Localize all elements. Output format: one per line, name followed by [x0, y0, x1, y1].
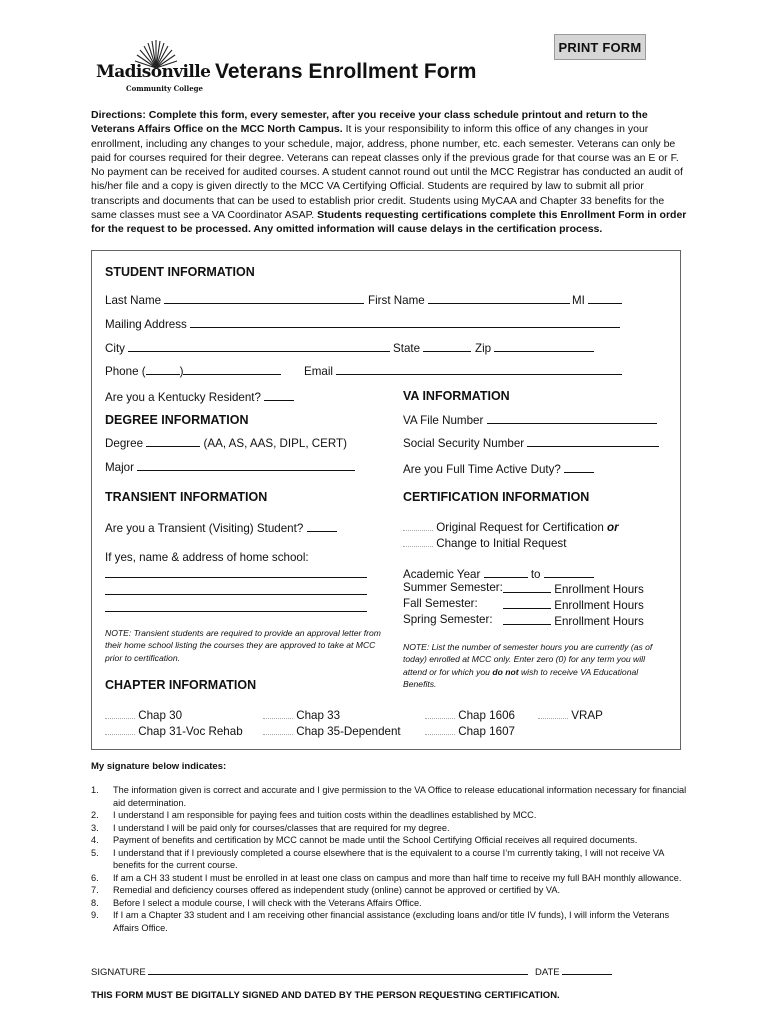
state-label: State	[393, 342, 421, 355]
college-logo	[96, 40, 211, 96]
mi-label: MI	[572, 294, 585, 307]
list-number: 3.	[91, 822, 99, 833]
footer-notice: THIS FORM MUST BE DIGITALLY SIGNED AND DATED BY THE PERSON REQUESTING CERTIFICATION.	[91, 990, 560, 1001]
certification-note-bold: do not	[492, 666, 519, 677]
list-item-text: The information given is correct and accurate and I give permission to the VA Office to release educational information necessary for financial aid determination.	[113, 785, 687, 808]
email-row	[304, 363, 622, 378]
va-file-row	[403, 412, 657, 427]
list-item	[91, 822, 691, 835]
chap-1607-label: Chap 1607	[458, 725, 515, 738]
print-form-button[interactable]: PRINT FORM	[554, 34, 646, 60]
logo-name: Madisonville	[96, 62, 211, 82]
home-school-line-3[interactable]	[105, 600, 367, 612]
fall-hours-label: Enrollment Hours	[554, 599, 644, 612]
academic-year-start-field[interactable]	[484, 566, 528, 578]
list-item	[91, 847, 691, 872]
va-file-number-field[interactable]	[487, 412, 657, 424]
major-field[interactable]	[137, 459, 355, 471]
active-duty-row	[403, 461, 594, 476]
certification-note-a: NOTE: List the number of semester hours you are currently (as of today) enrolled at MCC only. Enter zero (0) for any term you will attend or for which you	[403, 642, 653, 677]
major-label: Major	[105, 461, 134, 474]
summer-hours-label: Enrollment Hours	[554, 583, 644, 596]
list-number: 4.	[91, 835, 99, 845]
transient-info-heading: TRANSIENT INFORMATION	[105, 490, 268, 504]
state-row	[393, 340, 471, 355]
vrap-option[interactable]	[538, 708, 603, 722]
transient-field[interactable]	[307, 520, 337, 532]
academic-year-to: to	[530, 568, 541, 581]
chap-35-checkbox[interactable]	[263, 724, 293, 735]
list-item	[91, 872, 691, 885]
zip-label: Zip	[475, 342, 492, 355]
list-number: 5.	[91, 847, 99, 858]
list-item-text: I understand I am responsible for paying fees and tuition costs within the deadlines established by MCC.	[113, 810, 537, 820]
transient-question-label: Are you a Transient (Visiting) Student?	[105, 522, 304, 535]
logo-subtitle: Community College	[126, 84, 203, 93]
acknowledgement-list	[91, 784, 691, 934]
list-item-text: If I am a Chapter 33 student and I am receiving other financial assistance (excluding loans and/or title IV funds), I will inform the Veterans Affairs Office.	[113, 910, 670, 933]
active-duty-field[interactable]	[564, 461, 594, 473]
form-title: Veterans Enrollment Form	[215, 60, 477, 83]
list-item	[91, 897, 691, 910]
list-item	[91, 834, 691, 847]
phone-area-code-field[interactable]	[146, 363, 180, 375]
date-field[interactable]	[562, 963, 612, 975]
directions-text	[91, 108, 687, 237]
zip-row	[475, 340, 594, 355]
summer-hours-row	[503, 581, 644, 596]
chap-33-label: Chap 33	[296, 709, 341, 722]
list-number: 2.	[91, 810, 99, 820]
chap-1606-checkbox[interactable]	[425, 708, 455, 719]
chapter-info-heading: CHAPTER INFORMATION	[105, 678, 257, 692]
home-school-lines	[105, 566, 367, 612]
list-item	[91, 884, 691, 897]
mailing-row	[105, 316, 620, 331]
academic-year-label: Academic Year	[403, 568, 481, 581]
spring-hours-field[interactable]	[503, 613, 551, 625]
academic-year-end-field[interactable]	[544, 566, 594, 578]
list-item	[91, 784, 691, 809]
fall-hours-row	[503, 597, 644, 612]
chap-31-option[interactable]	[105, 724, 243, 738]
list-item	[91, 909, 691, 934]
list-item-text: Payment of benefits and certification by MCC cannot be made until the School Certifying Official receives all required documents.	[113, 835, 638, 845]
state-field[interactable]	[423, 340, 471, 352]
city-label: City	[105, 342, 125, 355]
home-school-line-1[interactable]	[105, 566, 367, 578]
email-field[interactable]	[336, 363, 622, 375]
va-info-heading: VA INFORMATION	[403, 389, 510, 403]
date-label: DATE	[535, 967, 560, 978]
last-name-label: Last Name	[105, 294, 162, 307]
degree-types: (AA, AS, AAS, DIPL, CERT)	[203, 437, 347, 450]
active-duty-label: Are you Full Time Active Duty?	[403, 463, 561, 476]
original-request-row	[403, 520, 619, 534]
list-number: 6.	[91, 872, 99, 883]
first-name-label: First Name	[368, 294, 425, 307]
ky-resident-row	[105, 389, 294, 404]
home-school-line-2[interactable]	[105, 583, 367, 595]
va-file-number-label: VA File Number	[403, 414, 484, 427]
list-number: 1.	[91, 785, 99, 795]
phone-row	[105, 363, 281, 378]
list-item-text: If am a CH 33 student I must be enrolled in at least one class on campus and more than half time to receive my full BAH monthly allowance.	[113, 872, 682, 883]
ky-resident-field[interactable]	[264, 389, 294, 401]
spring-hours-row	[503, 613, 644, 628]
chap-1606-option[interactable]	[425, 708, 515, 722]
degree-info-heading: DEGREE INFORMATION	[105, 413, 249, 427]
mailing-address-field[interactable]	[190, 316, 620, 328]
ky-resident-label: Are you a Kentucky Resident?	[105, 391, 261, 404]
phone-paren: )	[179, 365, 184, 378]
ssn-row	[403, 435, 659, 450]
summer-hours-field[interactable]	[503, 581, 551, 593]
last-name-field[interactable]	[164, 292, 364, 304]
certification-note	[403, 641, 669, 691]
degree-row	[105, 435, 347, 450]
list-number: 9.	[91, 910, 99, 920]
ssn-field[interactable]	[527, 435, 659, 447]
list-item-text: I understand I will be paid only for courses/classes that are required for my degree.	[113, 822, 450, 833]
list-item	[91, 809, 691, 822]
list-item-text: Before I select a module course, I will check with the Veterans Affairs Office.	[113, 897, 422, 908]
change-request-checkbox[interactable]	[403, 536, 433, 547]
chap-1606-label: Chap 1606	[458, 709, 515, 722]
chap-30-label: Chap 30	[138, 709, 183, 722]
chap-35-label: Chap 35-Dependent	[296, 725, 401, 738]
or-label: or	[607, 521, 619, 534]
ssn-label: Social Security Number	[403, 437, 525, 450]
transient-note: NOTE: Transient students are required to provide an approval letter from their home school listing the courses they are approved to take at MCC prior to certification.	[105, 628, 381, 663]
list-item-text: I understand that if I previously completed a course elsewhere that is the equivalent to a course I’m currently taking, I will not receive VA benefits for the current course.	[113, 847, 664, 870]
first-name-row	[368, 292, 570, 307]
chap-1607-checkbox[interactable]	[425, 724, 455, 735]
degree-label: Degree	[105, 437, 144, 450]
spring-label: Spring Semester:	[403, 613, 493, 626]
mailing-address-label: Mailing Address	[105, 318, 187, 331]
phone-number-field[interactable]	[183, 363, 281, 375]
home-school-label: If yes, name & address of home school:	[105, 551, 309, 564]
transient-question-row	[105, 520, 337, 535]
chap-31-checkbox[interactable]	[105, 724, 135, 735]
signature-intro: My signature below indicates:	[91, 761, 227, 772]
city-row	[105, 340, 390, 355]
chap-1607-option[interactable]	[425, 724, 515, 738]
original-request-checkbox[interactable]	[403, 520, 433, 531]
fall-label: Fall Semester:	[403, 597, 478, 610]
email-label: Email	[304, 365, 333, 378]
list-number: 8.	[91, 897, 99, 908]
academic-year-row	[403, 566, 594, 581]
list-number: 7.	[91, 885, 99, 895]
chap-30-checkbox[interactable]	[105, 708, 135, 719]
certification-info-heading: CERTIFICATION INFORMATION	[403, 490, 590, 504]
directions-intro: Directions: Complete this form, every semester, after you receive your class schedule printout and return to the Veterans Affairs Office on the MCC North Campus.	[91, 109, 648, 136]
mi-field[interactable]	[588, 292, 622, 304]
certification-note-b: wish to receive VA Educational Benefits.	[403, 666, 639, 690]
signature-label: SIGNATURE	[91, 967, 146, 978]
chap-33-checkbox[interactable]	[263, 708, 293, 719]
signature-row	[91, 963, 612, 978]
city-field[interactable]	[128, 340, 390, 352]
list-item-text: Remedial and deficiency courses offered as independent study (online) cannot be approved or certified by VA.	[113, 885, 561, 895]
directions-closing: Students requesting certifications complete this Enrollment Form in order for the request to be processed. Any omitted information will cause delays in the certification process.	[91, 209, 687, 236]
spring-hours-label: Enrollment Hours	[554, 615, 644, 628]
major-row	[105, 459, 355, 474]
change-request-label: Change to Initial Request	[436, 537, 567, 550]
zip-field[interactable]	[494, 340, 594, 352]
first-name-field[interactable]	[428, 292, 570, 304]
directions-body: It is your responsibility to inform this office of any changes in your enrollment, including any changes to your schedule, major, address, phone number, etc. each semester. Veterans can only be paid for courses required for their degree. Veterans can repeat classes only if the previous grade for that course was an E or F. No payment can be received for audited courses. A student cannot round out until the MCC Registrar has conducted an audit of his/her file and a copy is given directly to the MCC VA Certifying Official. Students are required by law to submit all prior transcripts and documents that can be used to establish prior credit. Students using MyCAA and Chapter 33 benefits for the same classes must see a VA Coordinator ASAP.	[91, 123, 683, 222]
summer-label: Summer Semester:	[403, 581, 503, 594]
phone-label: Phone (	[105, 365, 146, 378]
original-request-label: Original Request for Certification	[436, 521, 604, 534]
fall-hours-field[interactable]	[503, 597, 551, 609]
vrap-checkbox[interactable]	[538, 708, 568, 719]
mi-row	[572, 292, 622, 307]
degree-field[interactable]	[146, 435, 200, 447]
signature-field[interactable]	[148, 963, 528, 975]
chap-30-option[interactable]	[105, 708, 182, 722]
chap-31-label: Chap 31-Voc Rehab	[138, 725, 243, 738]
change-request-row	[403, 536, 566, 550]
chap-35-option[interactable]	[263, 724, 401, 738]
student-info-heading: STUDENT INFORMATION	[105, 265, 255, 279]
chap-33-option[interactable]	[263, 708, 340, 722]
vrap-label: VRAP	[571, 709, 603, 722]
last-name-row	[105, 292, 364, 307]
